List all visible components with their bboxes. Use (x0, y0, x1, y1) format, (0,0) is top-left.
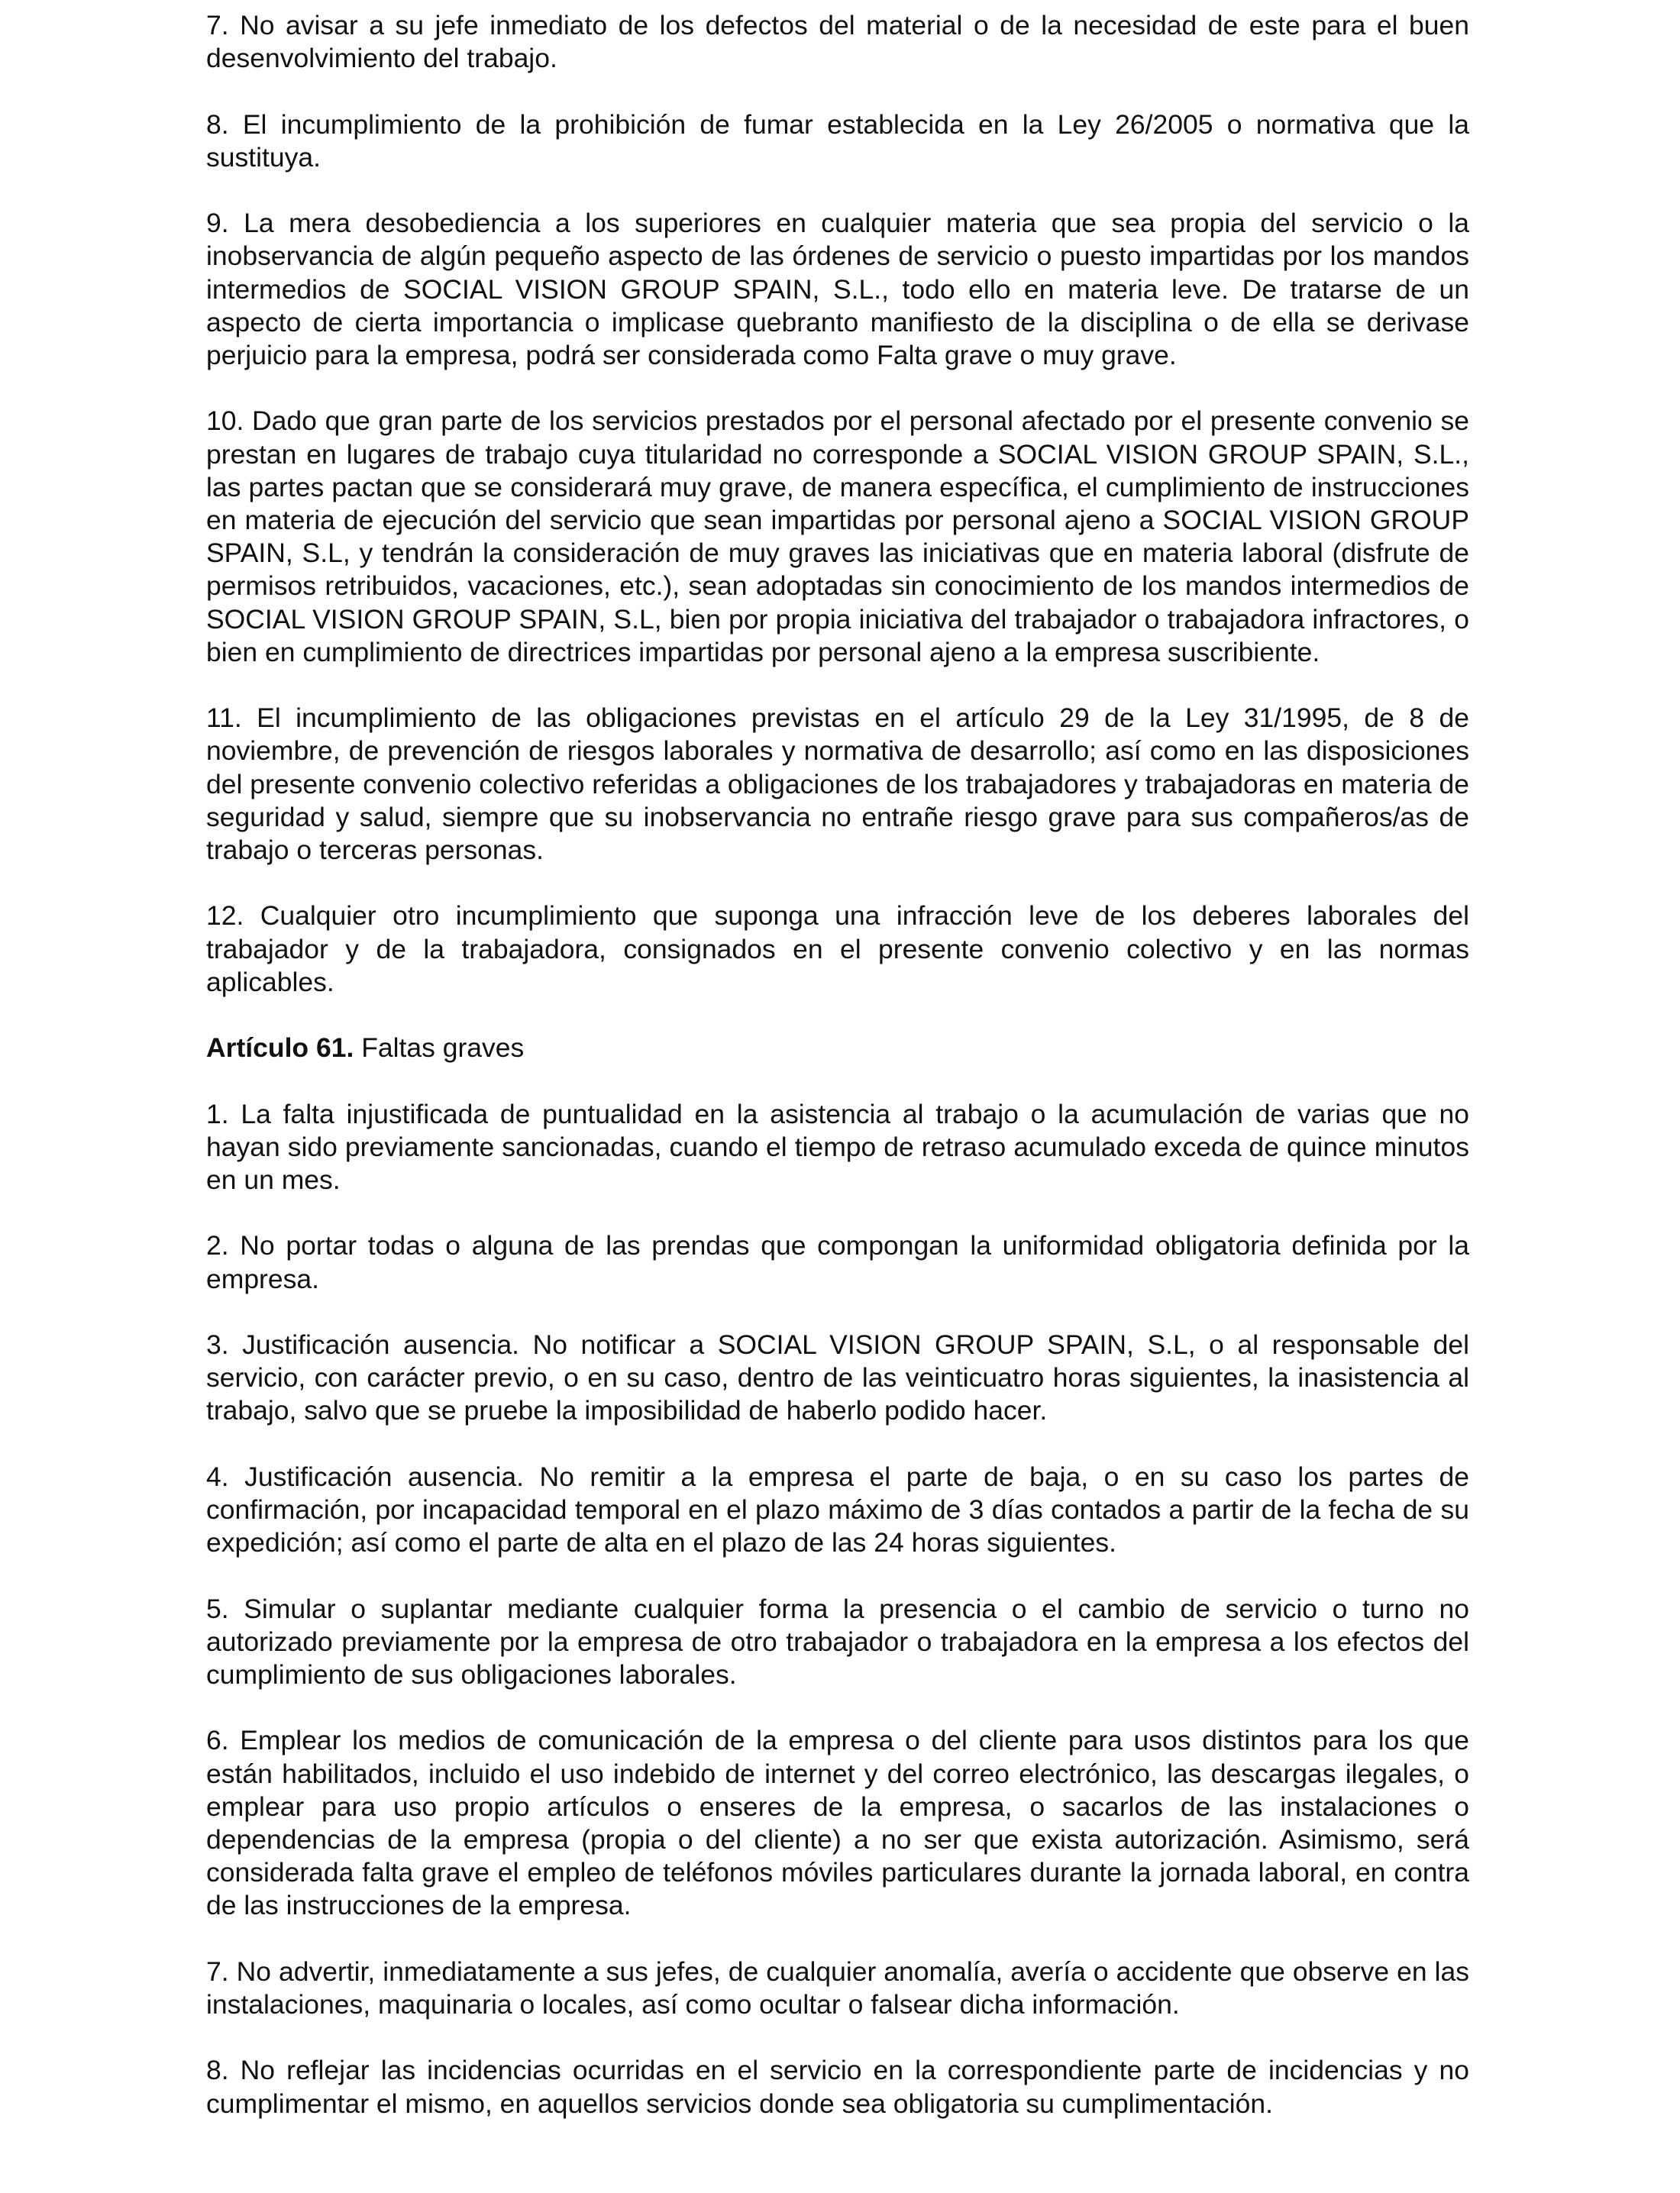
grave-item-2: 2. No portar todas o alguna de las prendas que compongan la uniformidad obligatoria definida por la empresa. (206, 1230, 1469, 1294)
grave-item-6: 6. Emplear los medios de comunicación de la empresa o del cliente para usos distintos para los que están habilitados, incluido el uso indebido de internet y del correo electrónico, las descargas ilegales, o emplear para uso propio artículos o enseres de la empresa, o sacarlos de las instalaciones o dependencias de la empresa (propia o del cliente) a no ser que exista autorización. Asimismo, será considerada falta grave el empleo de teléfonos móviles particulares durante la jornada laboral, en contra de las instrucciones de la empresa. (206, 1725, 1469, 1921)
grave-item-8: 8. No reflejar las incidencias ocurridas en el servicio en la correspondiente parte de incidencias y no cumplimentar el mismo, en aquellos servicios donde sea obligatoria su cumplimentación. (206, 2055, 1469, 2119)
grave-item-4: 4. Justificación ausencia. No remitir a la empresa el parte de baja, o en su caso los partes de confirmación, por incapacidad temporal en el plazo máximo de 3 días contados a partir de la fecha de su expedición; así como el parte de alta en el plazo de las 24 horas siguientes. (206, 1461, 1469, 1558)
paragraph-item-11: 11. El incumplimiento de las obligaciones previstas en el artículo 29 de la Ley 31/1995, de 8 de noviembre, de prevención de riesgos laborales y normativa de desarrollo; así como en las disposiciones del presente convenio colectivo referidas a obligaciones de los trabajadores y trabajadoras en materia de seguridad y salud, siempre que su inobservancia no entrañe riesgo grave para sus compañeros/as de trabajo o terceras personas. (206, 702, 1469, 866)
document-page (206, 9, 1469, 2153)
grave-item-3: 3. Justificación ausencia. No notificar a SOCIAL VISION GROUP SPAIN, S.L, o al responsable del servicio, con carácter previo, o en su caso, dentro de las veinticuatro horas siguientes, la inasistencia al trabajo, salvo que se pruebe la imposibilidad de haberlo podido hacer. (206, 1329, 1469, 1426)
paragraph-item-8: 8. El incumplimiento de la prohibición de fumar establecida en la Ley 26/2005 o normativa que la sustituya. (206, 108, 1469, 173)
article-61-heading (206, 1032, 1469, 1064)
article-61-title: Faltas graves (354, 1032, 525, 1064)
paragraph-item-7: 7. No avisar a su jefe inmediato de los defectos del material o de la necesidad de este para el buen desenvolvimiento del trabajo. (206, 10, 1469, 74)
grave-item-5: 5. Simular o suplantar mediante cualquier forma la presencia o el cambio de servicio o turno no autorizado previamente por la empresa de otro trabajador o trabajadora en la empresa a los efectos del cumplimiento de sus obligaciones laborales. (206, 1593, 1469, 1690)
paragraph-item-10: 10. Dado que gran parte de los servicios prestados por el personal afectado por el presente convenio se prestan en lugares de trabajo cuya titularidad no corresponde a SOCIAL VISION GROUP SPAIN, S.L., las partes pactan que se considerará muy grave, de manera específica, el cumplimiento de instrucciones en materia de ejecución del servicio que sean impartidas por personal ajeno a SOCIAL VISION GROUP SPAIN, S.L, y tendrán la consideración de muy graves las iniciativas que en materia laboral (disfrute de permisos retribuidos, vacaciones, etc.), sean adoptadas sin conocimiento de los mandos intermedios de SOCIAL VISION GROUP SPAIN, S.L, bien por propia iniciativa del trabajador o trabajadora infractores, o bien en cumplimiento de directrices impartidas por personal ajeno a la empresa suscribiente. (206, 405, 1469, 667)
paragraph-item-9: 9. La mera desobediencia a los superiores en cualquier materia que sea propia del servicio o la inobservancia de algún pequeño aspecto de las órdenes de servicio o puesto impartidas por los mandos intermedios de SOCIAL VISION GROUP SPAIN, S.L., todo ello en materia leve. De tratarse de un aspecto de cierta importancia o implicase quebranto manifiesto de la disciplina o de ella se derivase perjuicio para la empresa, podrá ser considerada como Falta grave o muy grave. (206, 208, 1469, 370)
paragraph-item-12: 12. Cualquier otro incumplimiento que suponga una infracción leve de los deberes laborales del trabajador y de la trabajadora, consignados en el presente convenio colectivo y en las normas aplicables. (206, 900, 1469, 997)
grave-item-1: 1. La falta injustificada de puntualidad en la asistencia al trabajo o la acumulación de varias que no hayan sido previamente sancionadas, cuando el tiempo de retraso acumulado exceda de quince minutos en un mes. (206, 1098, 1469, 1195)
grave-item-7: 7. No advertir, inmediatamente a sus jefes, de cualquier anomalía, avería o accidente que observe en las instalaciones, maquinaria o locales, así como ocultar o falsear dicha información. (206, 1956, 1469, 2020)
article-61-label: Artículo 61. (206, 1032, 354, 1064)
